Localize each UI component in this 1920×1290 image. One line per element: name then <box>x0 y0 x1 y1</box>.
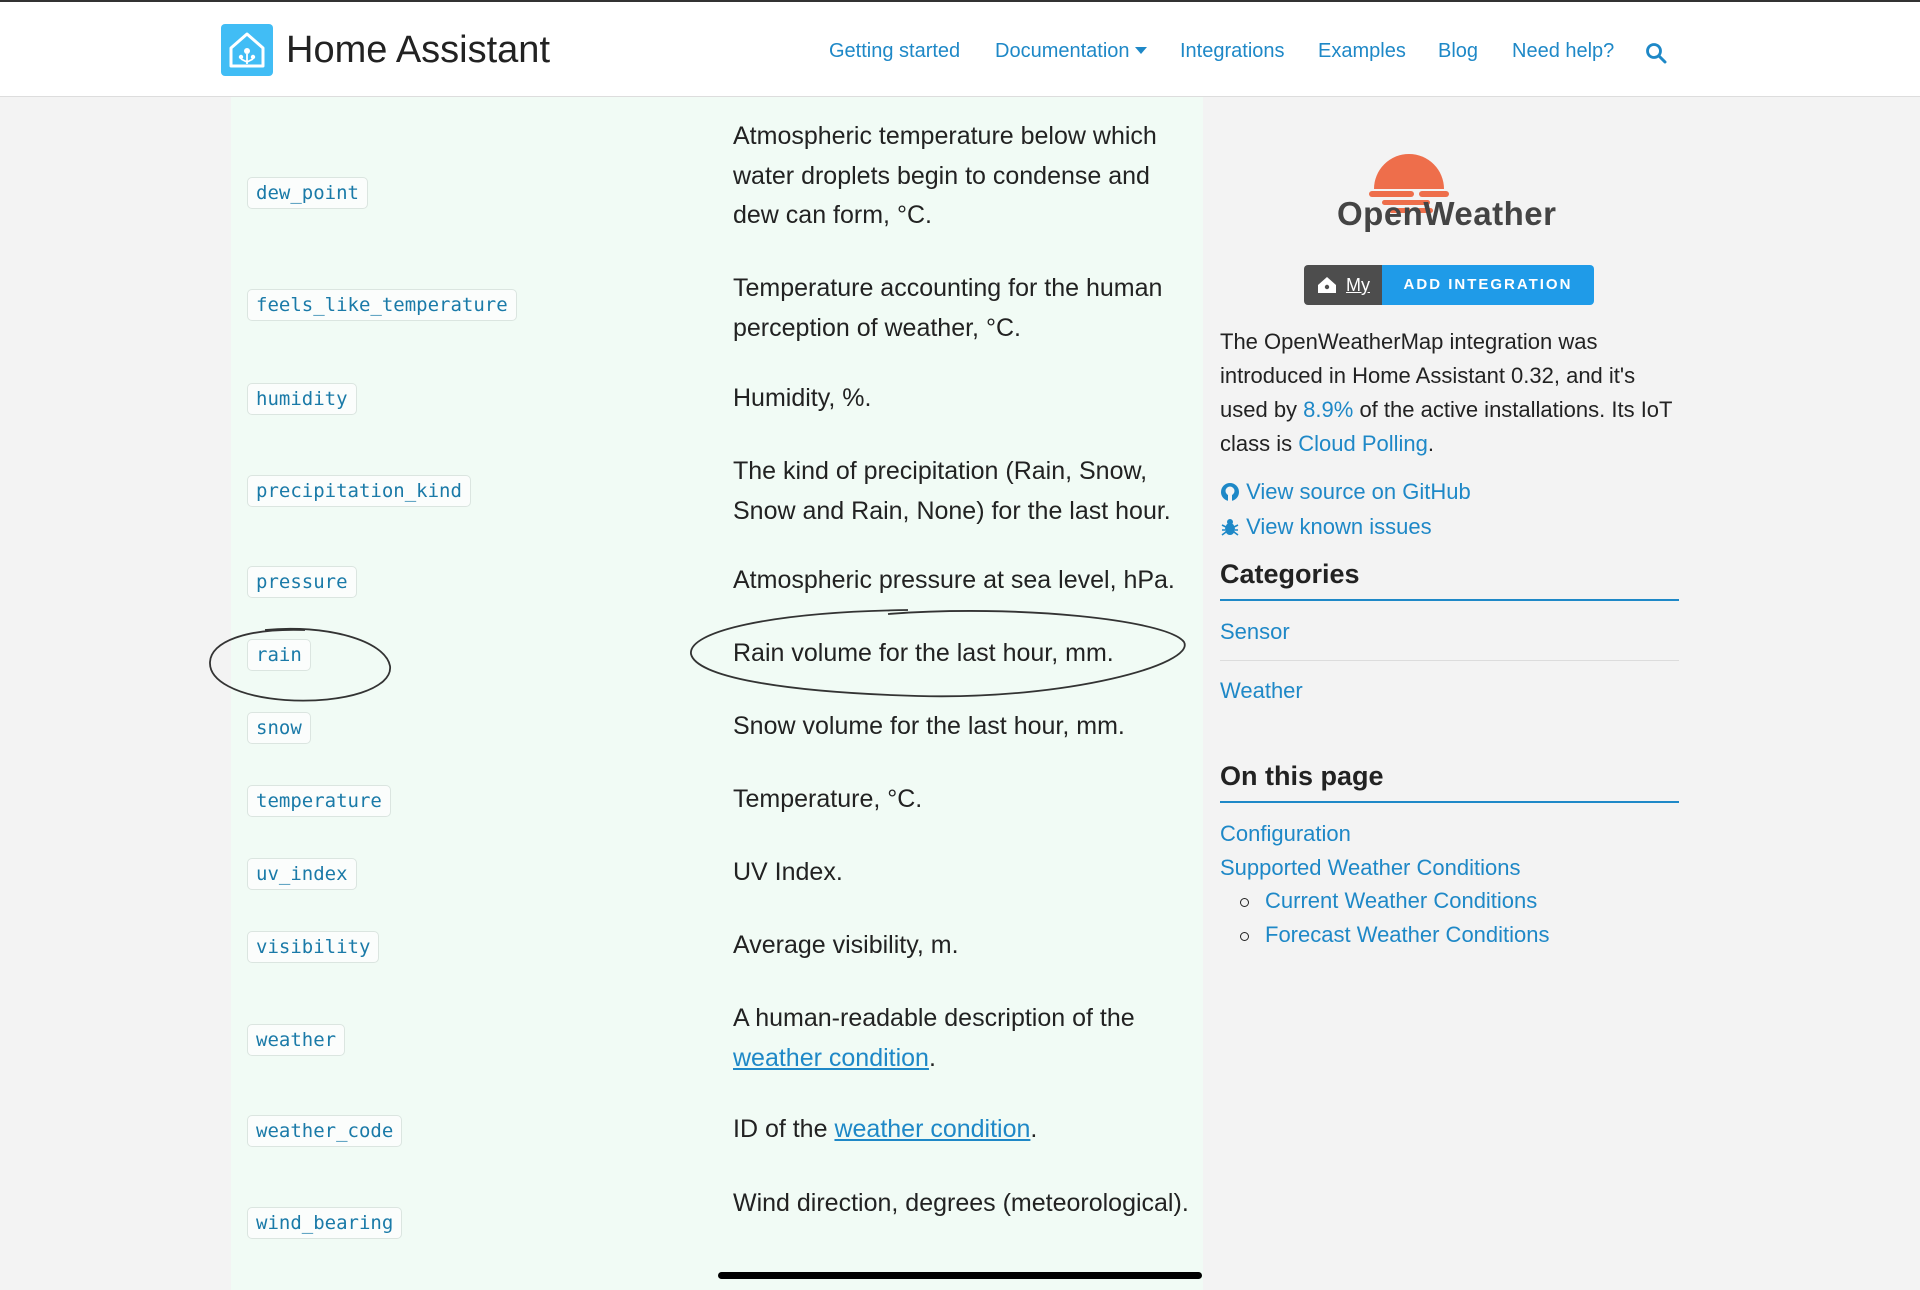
attribute-code: rain <box>247 639 311 671</box>
toc-configuration[interactable]: Configuration <box>1220 821 1351 846</box>
attribute-code: humidity <box>247 383 357 415</box>
my-badge <box>1304 265 1382 305</box>
attributes-table <box>231 97 1203 1290</box>
openweather-logo-text: OpenWeather <box>1337 195 1557 232</box>
integration-intro <box>1220 325 1680 461</box>
brand-title[interactable]: Home Assistant <box>286 29 550 71</box>
categories-heading: Categories <box>1220 559 1360 589</box>
attribute-description <box>733 1110 1193 1150</box>
attribute-description: UV Index. <box>733 858 843 886</box>
attribute-description: Temperature accounting for the human perception of weather, °C. <box>733 274 1163 342</box>
issues-link-label: View known issues <box>1246 514 1432 539</box>
attribute-code: pressure <box>247 566 357 598</box>
attribute-code: uv_index <box>247 858 357 890</box>
attribute-description: Atmospheric pressure at sea level, hPa. <box>733 566 1175 594</box>
usage-percent-link[interactable]: 8.9% <box>1303 397 1354 422</box>
site-header <box>0 2 1920 97</box>
category-sensor[interactable]: Sensor <box>1220 619 1290 644</box>
toc-current-weather-conditions[interactable]: Current Weather Conditions <box>1265 888 1538 913</box>
weather-condition-link[interactable]: weather condition <box>834 1115 1031 1143</box>
add-integration-label: ADD INTEGRATION <box>1382 265 1594 305</box>
attribute-description: Humidity, %. <box>733 384 872 412</box>
attribute-code: dew_point <box>247 177 368 209</box>
attribute-description: Snow volume for the last hour, mm. <box>733 712 1125 740</box>
toc-supported-weather-conditions[interactable]: Supported Weather Conditions <box>1220 855 1521 880</box>
home-assistant-icon <box>1316 275 1338 295</box>
attribute-code: feels_like_temperature <box>247 289 517 321</box>
description-text: ID of the <box>733 1115 835 1143</box>
iot-class-link[interactable]: Cloud Polling <box>1298 431 1428 456</box>
category-separator <box>1220 660 1679 661</box>
nav-documentation[interactable] <box>995 38 1147 64</box>
attribute-description: Atmospheric temperature below which water droplets begin to condense and dew can form, °C. <box>733 122 1157 229</box>
attribute-code: temperature <box>247 785 391 817</box>
description-text: A human-readable description of the <box>733 1004 1135 1032</box>
toc-forecast-weather-conditions[interactable]: Forecast Weather Conditions <box>1265 922 1550 947</box>
toc-bullet <box>1240 932 1249 941</box>
attribute-description: Wind direction, degrees (meteorological). <box>733 1189 1189 1217</box>
search-icon[interactable] <box>1645 42 1667 64</box>
caret-down-icon <box>1135 47 1147 54</box>
nav-integrations[interactable]: Integrations <box>1180 40 1285 62</box>
home-assistant-logo-icon[interactable] <box>221 24 273 76</box>
horizontal-scrollbar[interactable] <box>718 1272 1202 1279</box>
attribute-description: Average visibility, m. <box>733 931 959 959</box>
nav-blog[interactable]: Blog <box>1438 40 1479 62</box>
attribute-code: weather_code <box>247 1115 402 1147</box>
intro-text: The OpenWeatherMap integration was introduced in Home Assistant 0.32, and it's used by <box>1220 329 1636 422</box>
add-integration-button[interactable] <box>1304 265 1594 305</box>
my-badge-label: My <box>1346 275 1370 295</box>
attribute-description <box>733 999 1193 1078</box>
attribute-description: Temperature, °C. <box>733 785 923 813</box>
weather-condition-link[interactable]: weather condition <box>733 1043 929 1072</box>
bug-icon <box>1220 517 1240 537</box>
nav-getting-started[interactable]: Getting started <box>829 40 961 62</box>
attribute-description: The kind of precipitation (Rain, Snow, Snow and Rain, None) for the last hour. <box>733 457 1171 525</box>
toc-rule <box>1220 801 1679 803</box>
github-link-label: View source on GitHub <box>1246 479 1471 504</box>
github-icon <box>1220 482 1240 502</box>
toc-bullet <box>1240 898 1249 907</box>
attribute-code: wind_bearing <box>247 1207 402 1239</box>
attribute-code: weather <box>247 1024 345 1056</box>
intro-text: of the active installations. Its IoT class is <box>1220 397 1673 456</box>
known-issues-link[interactable] <box>1220 512 1432 542</box>
attribute-code: visibility <box>247 931 379 963</box>
category-weather[interactable]: Weather <box>1220 678 1303 703</box>
nav-need-help[interactable]: Need help? <box>1512 40 1615 62</box>
intro-text: . <box>1427 431 1435 456</box>
attribute-description: Rain volume for the last hour, mm. <box>733 639 1114 667</box>
description-text: . <box>928 1043 936 1072</box>
attribute-code: precipitation_kind <box>247 475 471 507</box>
description-text: . <box>1030 1115 1038 1143</box>
toc-heading: On this page <box>1220 761 1384 791</box>
github-source-link[interactable] <box>1220 477 1471 507</box>
nav-documentation-label: Documentation <box>995 40 1130 62</box>
nav-examples[interactable]: Examples <box>1318 40 1406 62</box>
categories-rule <box>1220 599 1679 601</box>
attribute-code: snow <box>247 712 311 744</box>
